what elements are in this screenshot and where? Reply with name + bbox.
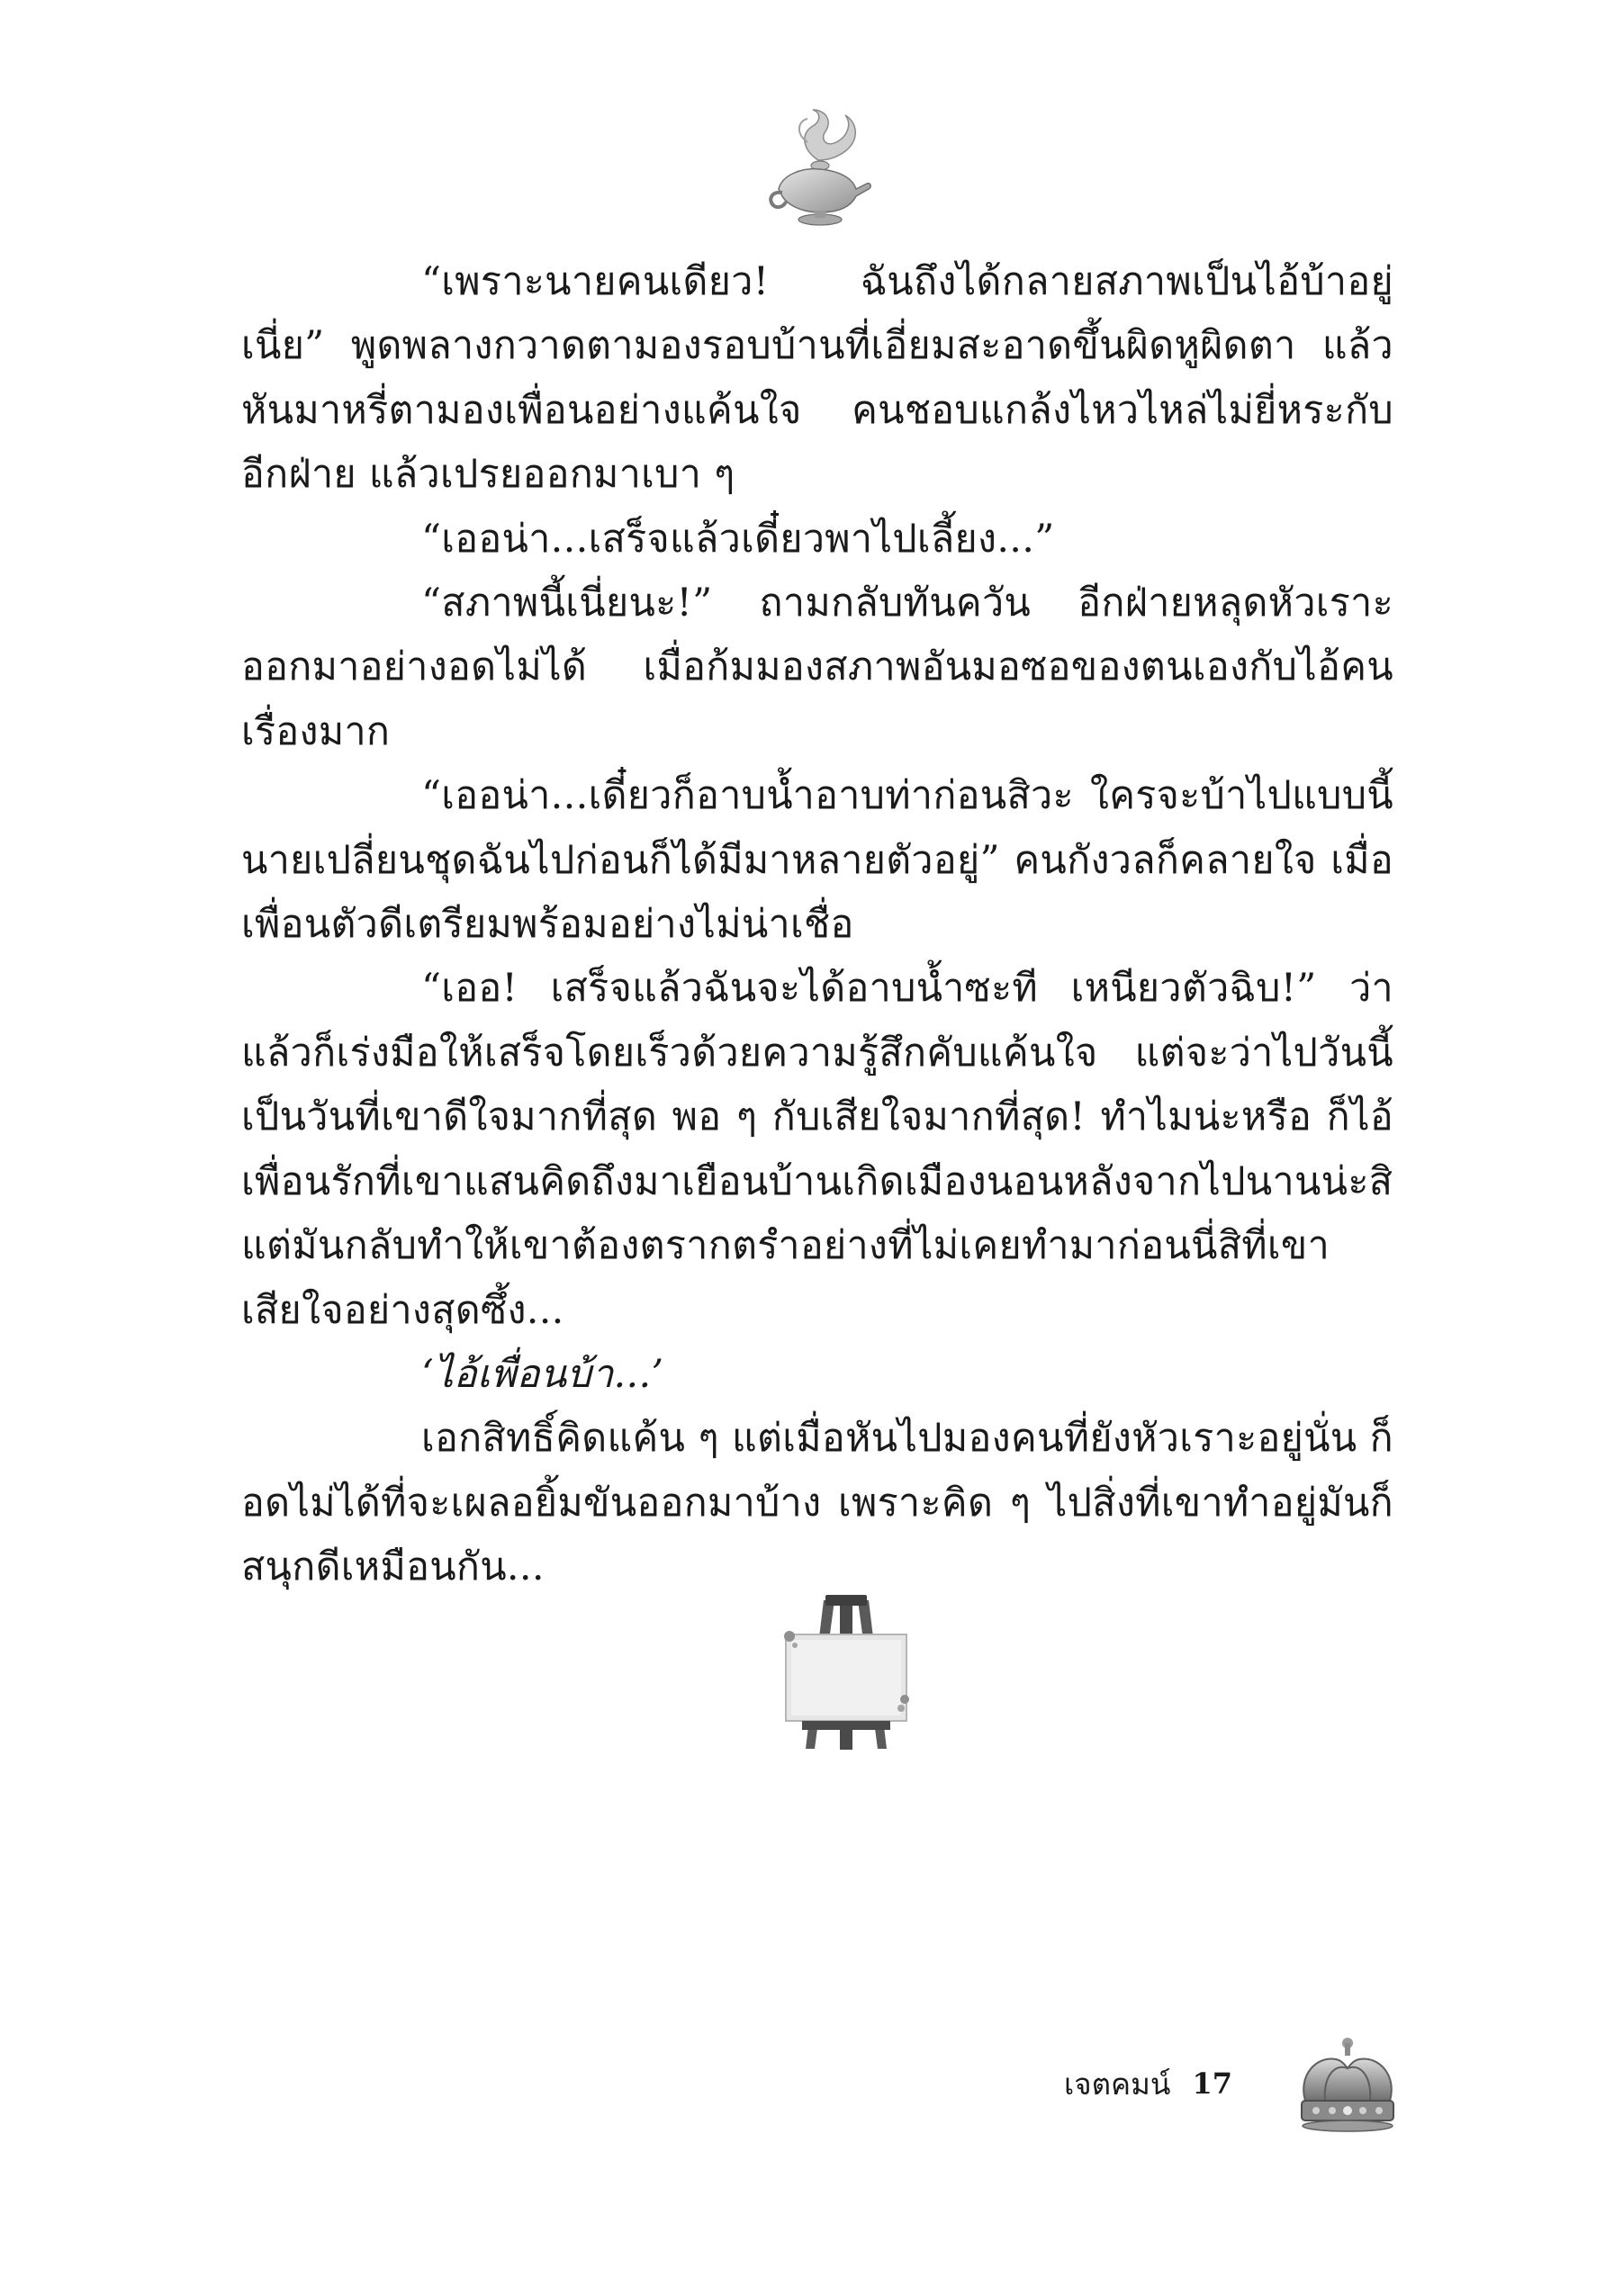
crown-icon [1289,2036,1406,2137]
easel-icon [770,1591,923,1753]
page-footer [1064,2061,1232,2106]
page-number: 17 [1192,2066,1232,2101]
paragraph: “สภาพนี้เนี่ยนะ!” ถามกลับทันควัน อีกฝ่ายหลุดหัวเราะออกมาอย่างอดไม่ได้ เมื่อก้มมองสภาพอันมอซอของตนเองกับไอ้คนเรื่องมาก [241,581,1393,754]
book-title: เจตคมน์ [1064,2066,1171,2102]
paragraph-thought: ‘ไอ้เพื่อนบ้า...’ [421,1351,664,1397]
genie-lamp-icon [766,106,874,232]
paragraph: “เออ! เสร็จแล้วฉันจะได้อาบน้ำซะที เหนียวตัวฉิบ!” ว่าแล้วก็เร่งมือให้เสร็จโดยเร็วด้วยความรู้สึกคับแค้นใจ แต่จะว่าไปวันนี้เป็นวันที่เขาดีใจมากที่สุด พอ ๆ กับเสียใจมากที่สุด! ทำไมน่ะหรือ ก็ไอ้เพื่อนรักที่เขาแสนคิดถึงมาเยือนบ้านเกิดเมืองนอนหลังจากไปนานน่ะสิ แต่มันกลับทำให้เขาต้องตรากตรำอย่างที่ไม่เคยทำมาก่อนนี่สิที่เขาเสียใจอย่างสุดซึ้ง... [241,966,1393,1333]
paragraph: “เพราะนายคนเดียว! ฉันถึงได้กลายสภาพเป็นไอ้บ้าอยู่เนี่ย” พูดพลางกวาดตามองรอบบ้านที่เอี่ยมสะอาดขึ้นผิดหูผิดตา แล้วหันมาหรี่ตามองเพื่อนอย่างแค้นใจ คนชอบแกล้งไหวไหล่ไม่ยี่หระกับอีกฝ่าย แล้วเปรยออกมาเบา ๆ [241,259,1393,498]
story-text [241,250,1393,1600]
paragraph: เอกสิทธิ์คิดแค้น ๆ แต่เมื่อหันไปมองคนที่ยังหัวเราะอยู่นั่น ก็อดไม่ได้ที่จะเผลอยิ้มขันออกมาบ้าง เพราะคิด ๆ ไปสิ่งที่เขาทำอยู่มันก็สนุกดีเหมือนกัน... [241,1416,1393,1590]
paragraph: “เออน่า...เสร็จแล้วเดี๋ยวพาไปเลี้ยง...” [421,516,1055,562]
paragraph: “เออน่า...เดี๋ยวก็อาบน้ำอาบท่าก่อนสิวะ ใครจะบ้าไปแบบนี้ นายเปลี่ยนชุดฉันไปก่อนก็ได้มีมาหลายตัวอยู่” คนกังวลก็คลายใจ เมื่อเพื่อนตัวดีเตรียมพร้อมอย่างไม่น่าเชื่อ [241,773,1393,948]
